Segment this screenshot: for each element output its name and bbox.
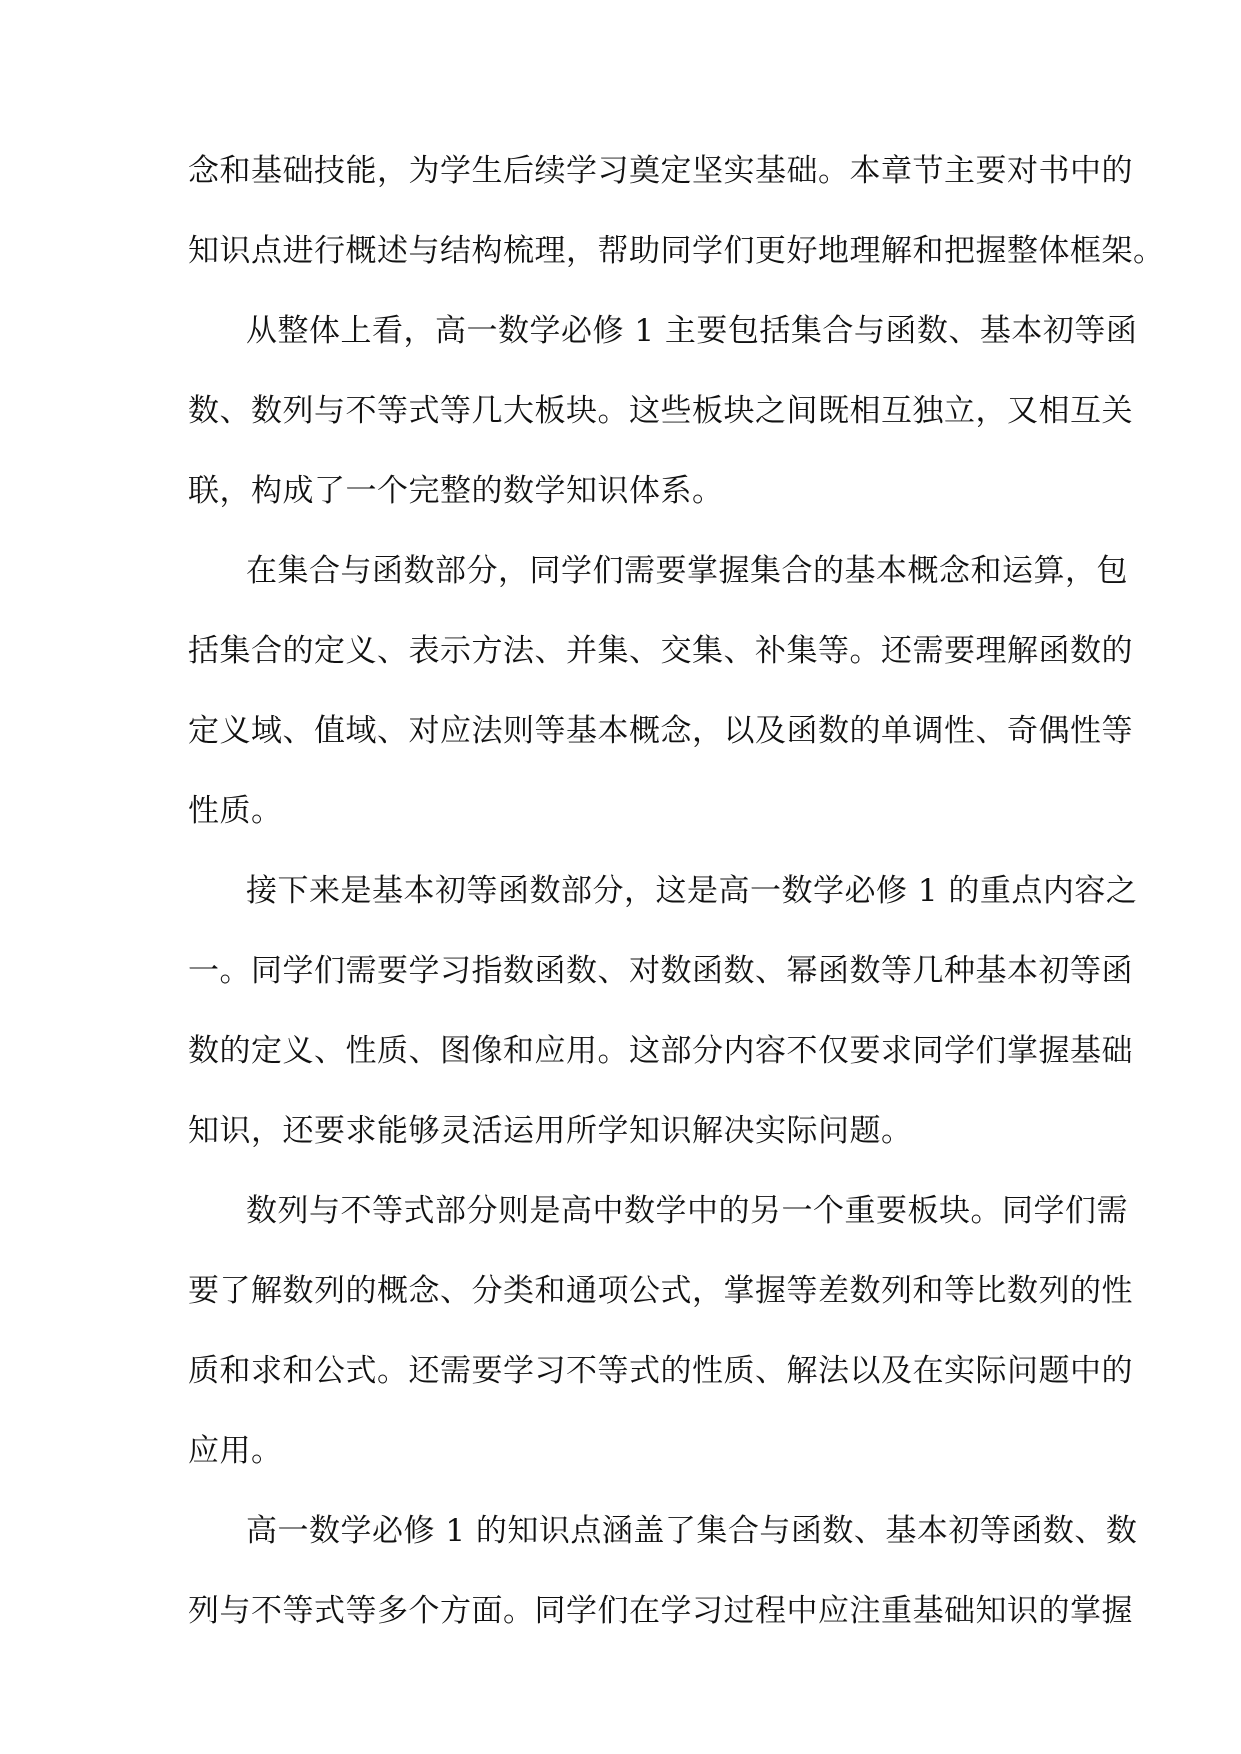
document-page bbox=[188, 142, 1165, 1662]
text-line: 应用。 bbox=[188, 1433, 283, 1469]
text-line: 数的定义、性质、图像和应用。这部分内容不仅要求同学们掌握基础 bbox=[188, 1033, 1133, 1069]
paragraph-first-line: 数列与不等式部分则是高中数学中的另一个重要板块。同学们需 bbox=[246, 1193, 1128, 1229]
text-line: 一。同学们需要学习指数函数、对数函数、幂函数等几种基本初等函 bbox=[188, 953, 1133, 989]
text-line: 数、数列与不等式等几大板块。这些板块之间既相互独立，又相互关 bbox=[188, 393, 1133, 429]
paragraph-first-line: 高一数学必修 1 的知识点涵盖了集合与函数、基本初等函数、数 bbox=[246, 1513, 1138, 1549]
text-line: 知识点进行概述与结构梳理，帮助同学们更好地理解和把握整体框架。 bbox=[188, 233, 1165, 269]
paragraph-first-line: 从整体上看，高一数学必修 1 主要包括集合与函数、基本初等函 bbox=[246, 313, 1138, 349]
text-line: 质和求和公式。还需要学习不等式的性质、解法以及在实际问题中的 bbox=[188, 1353, 1133, 1389]
text-line: 性质。 bbox=[188, 793, 283, 829]
text-line: 要了解数列的概念、分类和通项公式，掌握等差数列和等比数列的性 bbox=[188, 1273, 1133, 1309]
text-line: 念和基础技能，为学生后续学习奠定坚实基础。本章节主要对书中的 bbox=[188, 153, 1133, 189]
text-line: 定义域、值域、对应法则等基本概念，以及函数的单调性、奇偶性等 bbox=[188, 713, 1133, 749]
text-line: 知识，还要求能够灵活运用所学知识解决实际问题。 bbox=[188, 1113, 913, 1149]
paragraph-first-line: 接下来是基本初等函数部分，这是高一数学必修 1 的重点内容之 bbox=[246, 873, 1138, 909]
text-line: 括集合的定义、表示方法、并集、交集、补集等。还需要理解函数的 bbox=[188, 633, 1133, 669]
text-line: 联，构成了一个完整的数学知识体系。 bbox=[188, 473, 724, 509]
text-line: 列与不等式等多个方面。同学们在学习过程中应注重基础知识的掌握 bbox=[188, 1593, 1133, 1629]
paragraph-first-line: 在集合与函数部分，同学们需要掌握集合的基本概念和运算，包 bbox=[246, 553, 1128, 589]
